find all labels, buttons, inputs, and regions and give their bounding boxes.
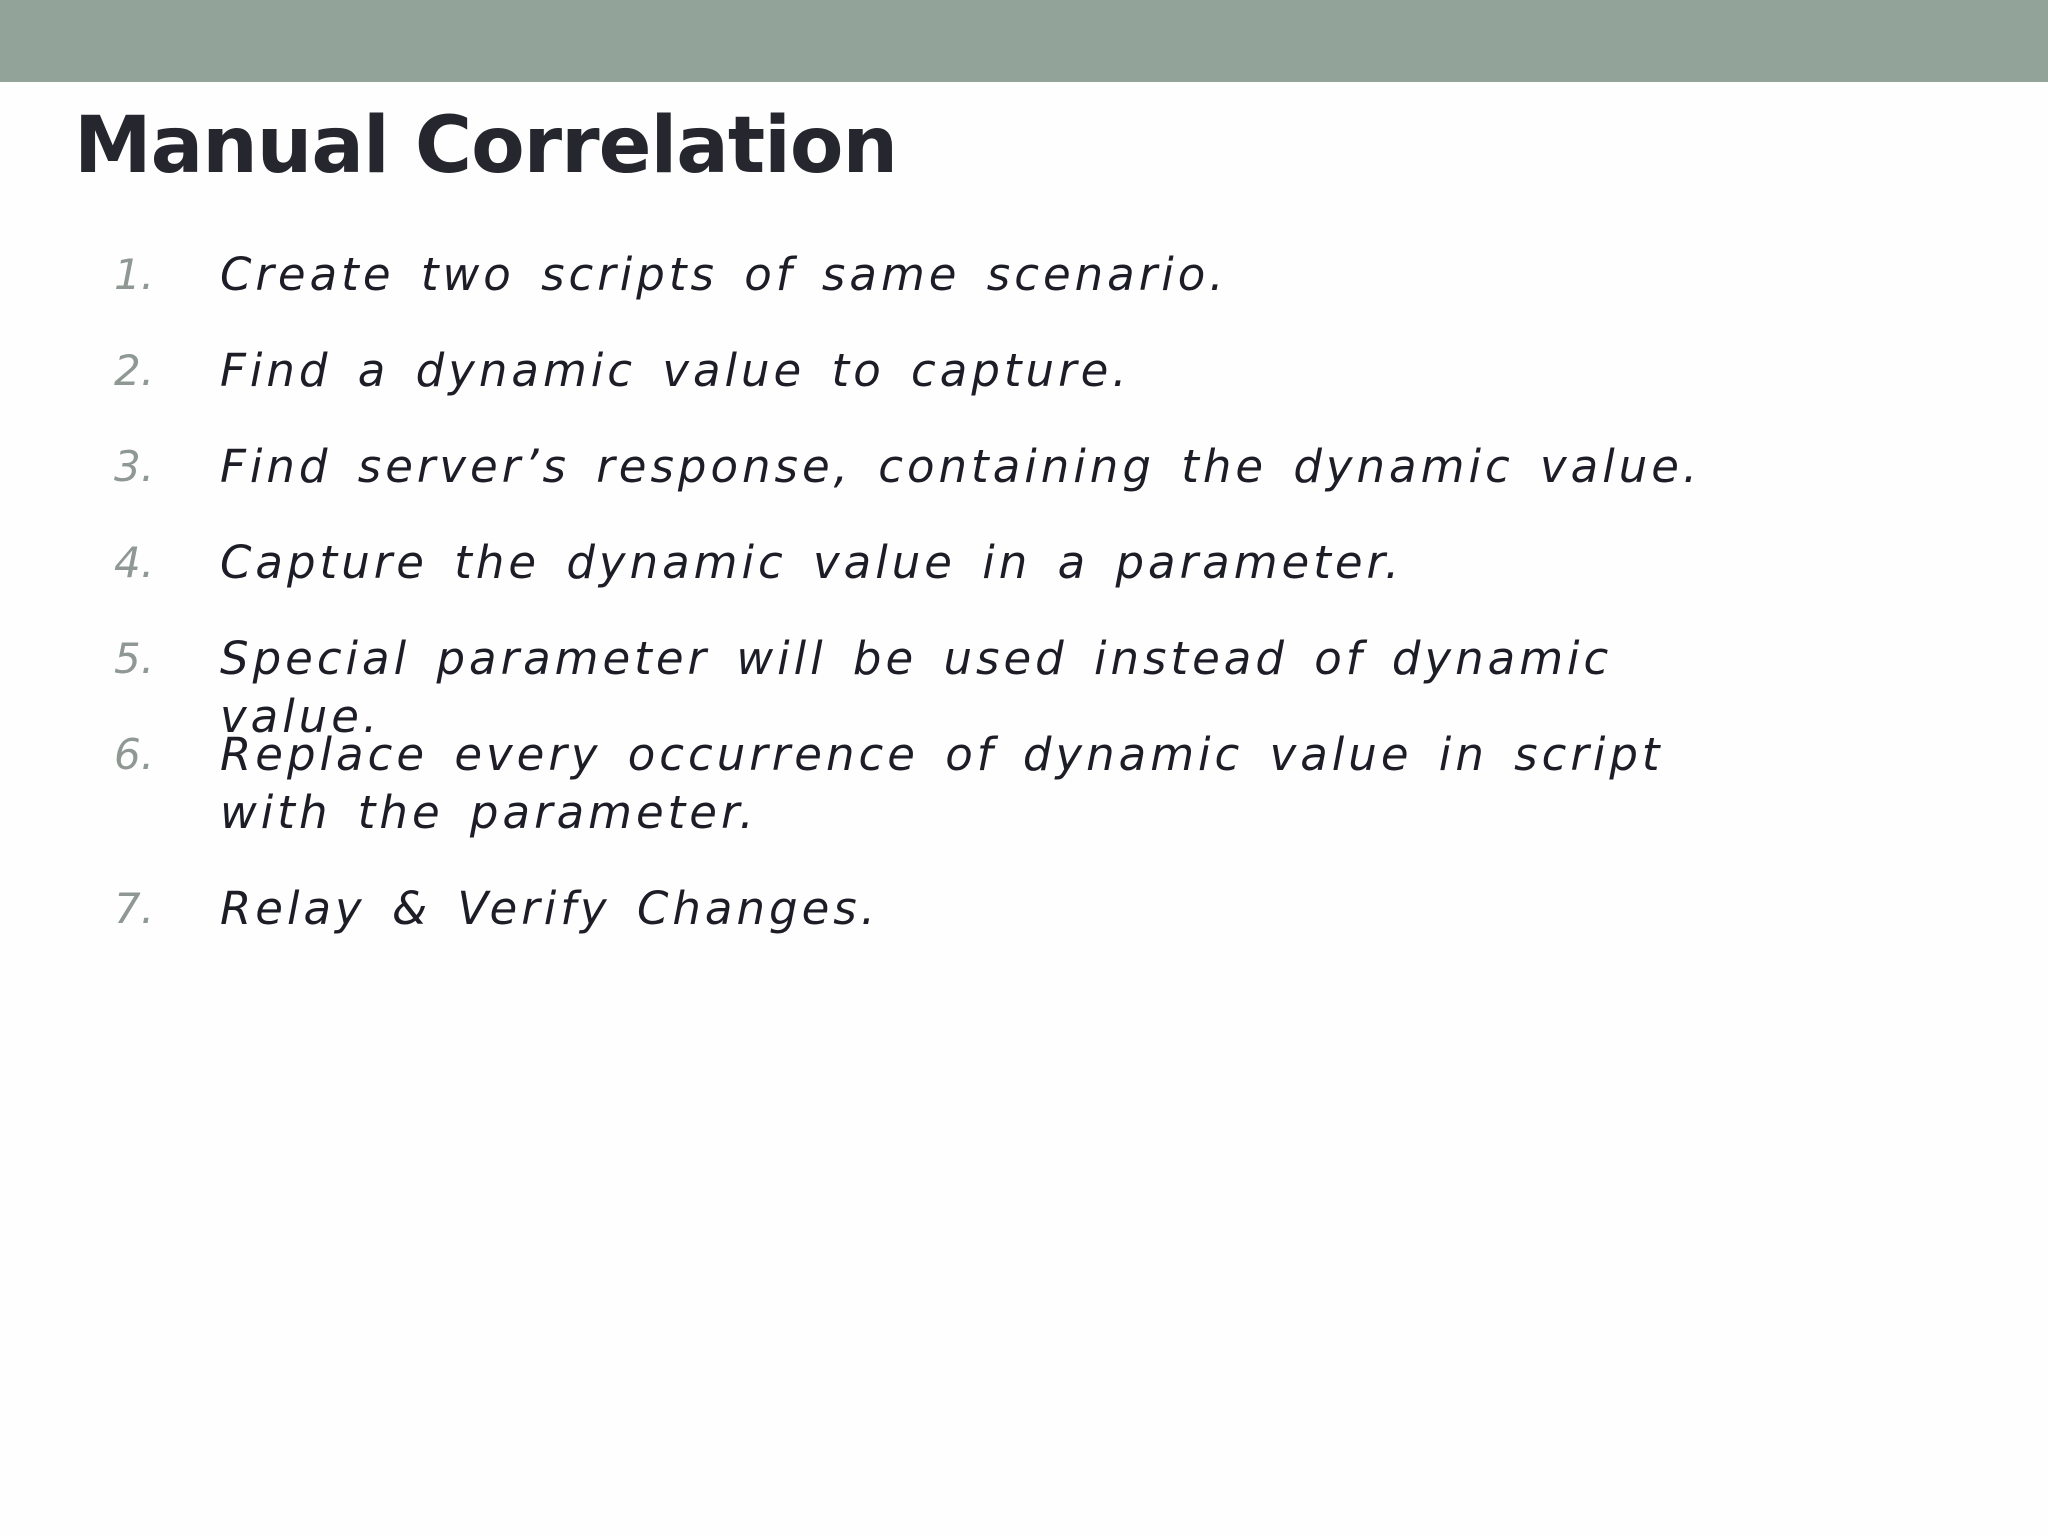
step-text: Capture the dynamic value in a parameter. [220,536,1404,589]
step-number: 2. [114,346,155,395]
step-text: Special parameter will be used instead of dynamic value. [220,632,1613,743]
slide-title: Manual Correlation [74,101,898,191]
step-number: 5. [114,634,155,683]
step-number: 3. [114,442,155,491]
step-number: 4. [114,538,155,587]
step-text: Relay & Verify Changes. [220,882,880,935]
step-text: Find a dynamic value to capture. [220,344,1131,397]
step-number: 6. [114,730,155,779]
step-number: 1. [114,250,155,299]
step-text: Create two scripts of same scenario. [220,248,1228,301]
step-text: Find server’s response, containing the dynamic value. [220,440,1702,493]
step-text: Replace every occurrence of dynamic value in script with the parameter. [220,728,1664,839]
step-number: 7. [114,884,155,933]
